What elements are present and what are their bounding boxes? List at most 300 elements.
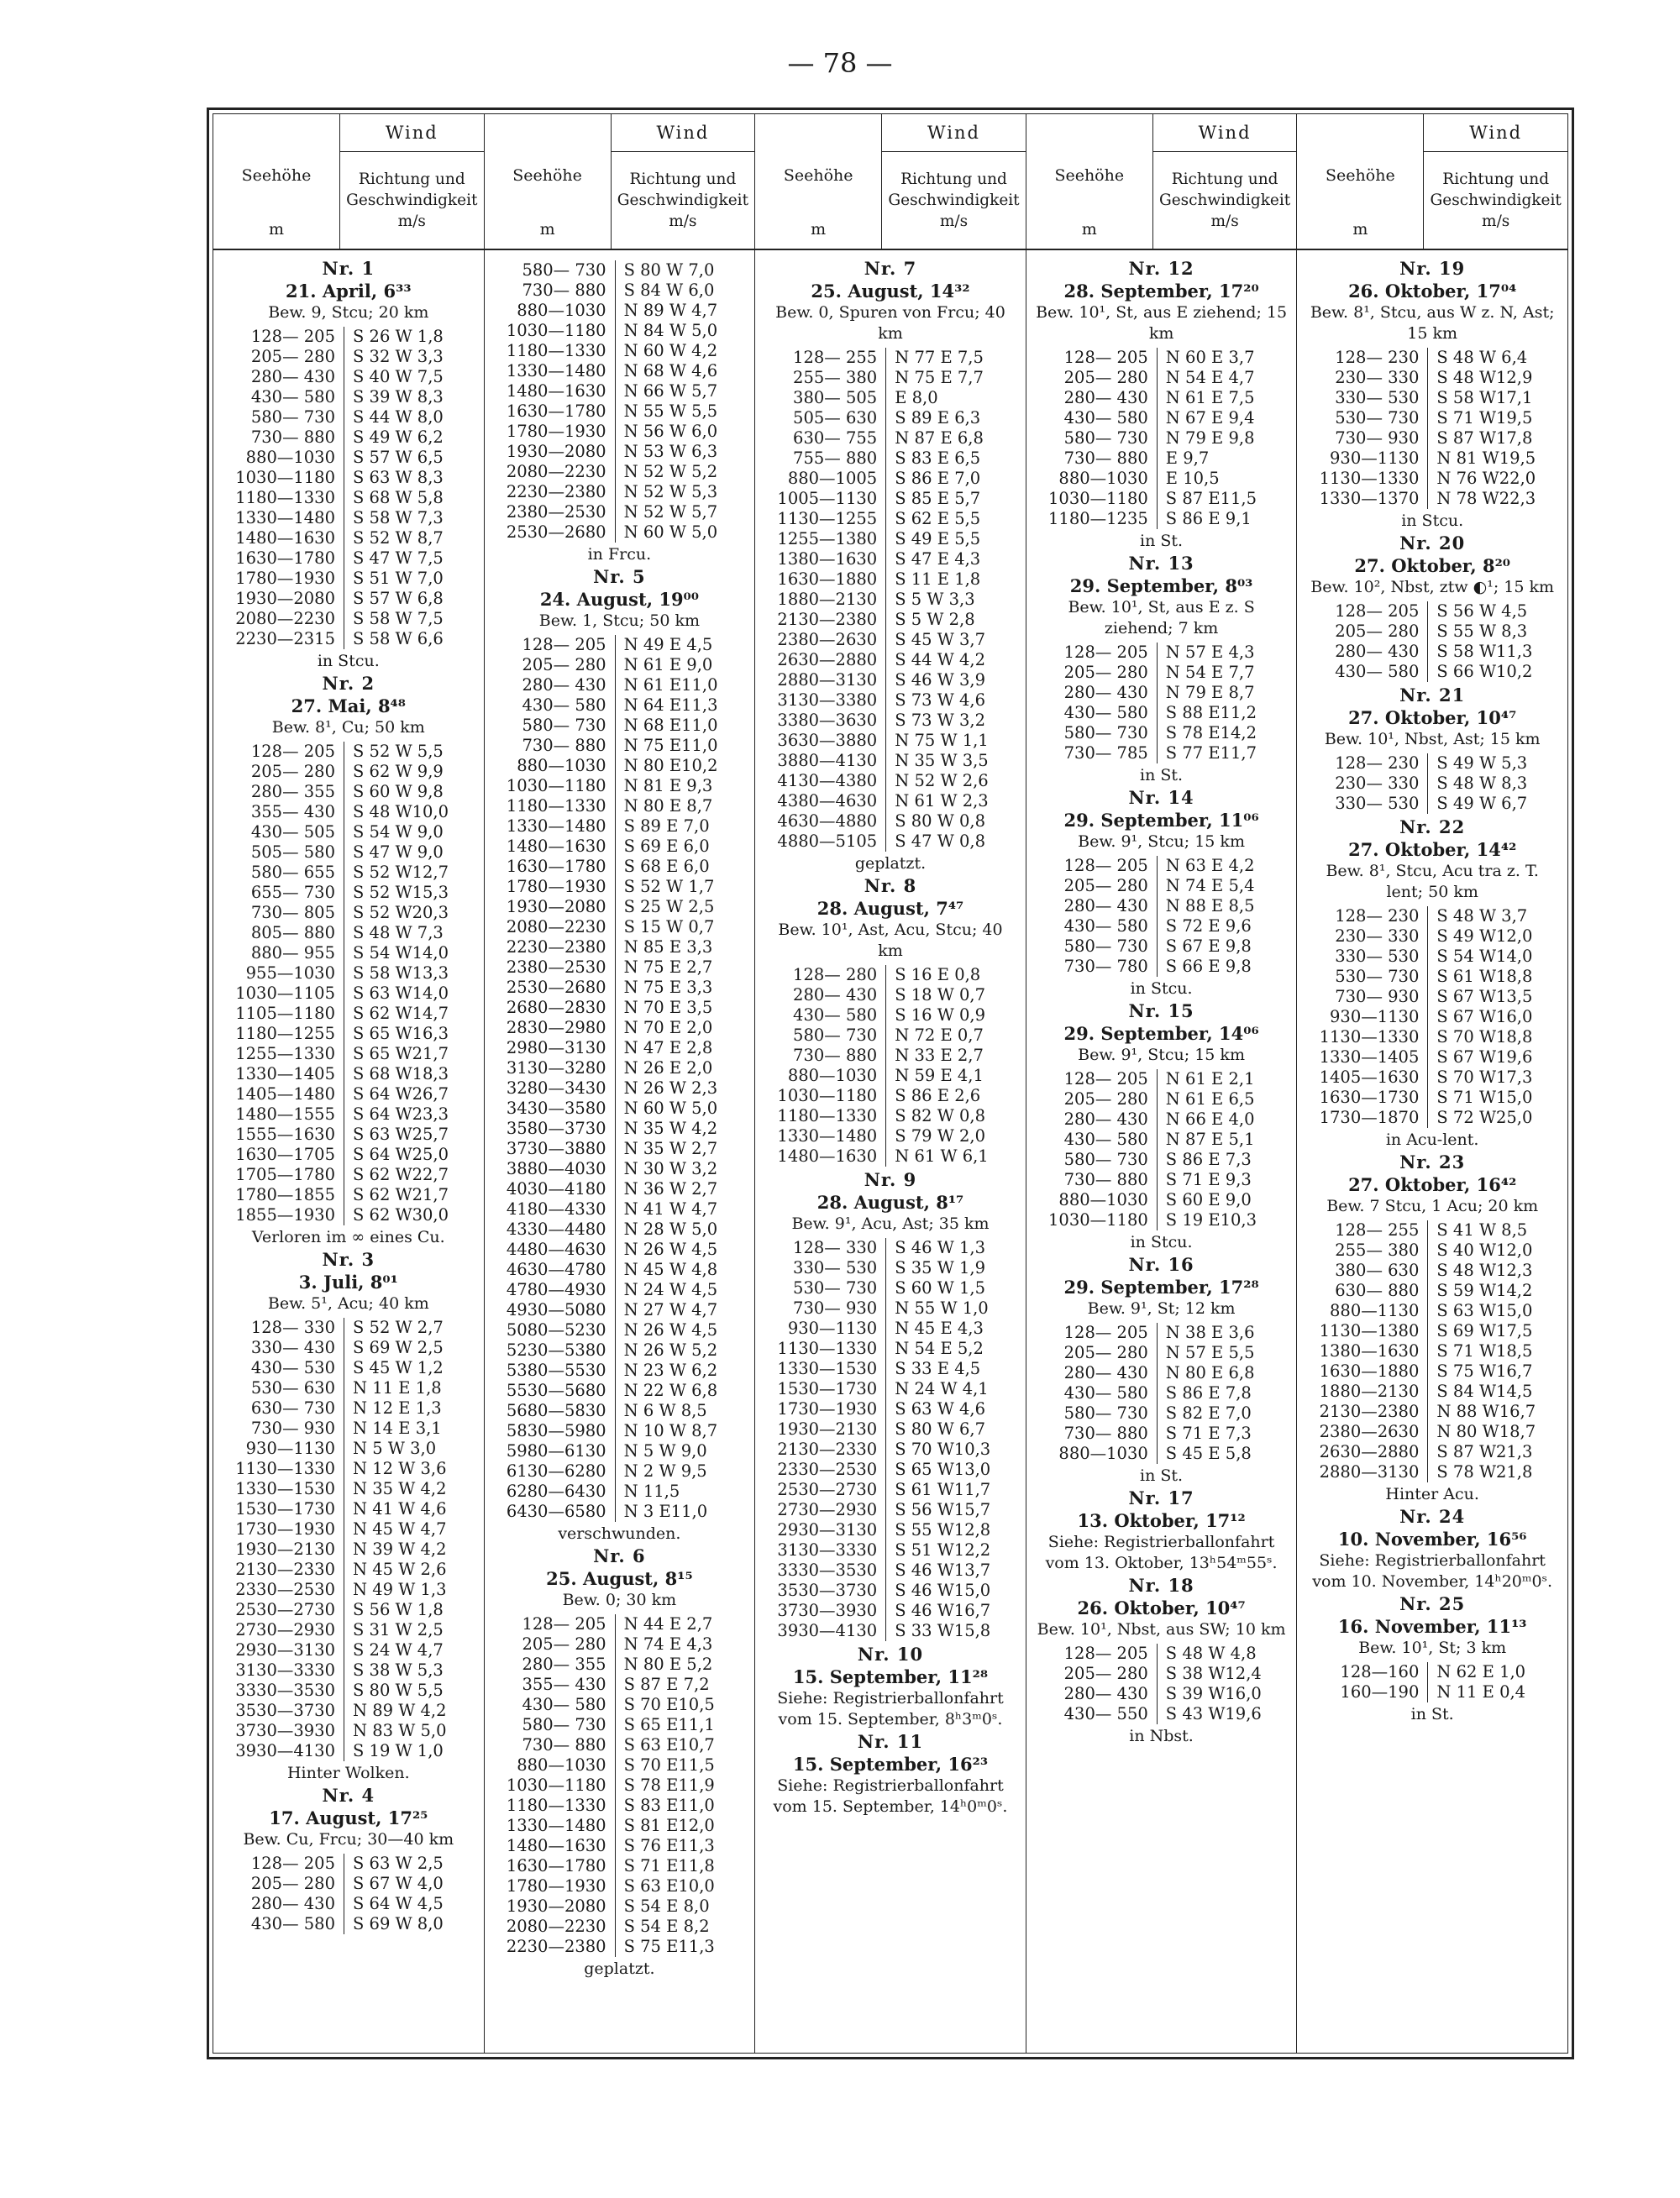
table-row (764, 408, 1017, 428)
ascent-date: 15. September, 16²³ (792, 1754, 989, 1775)
table-row (222, 1640, 475, 1660)
table-row (1305, 408, 1559, 428)
altitude-range: 4630—4780 (493, 1260, 616, 1280)
table-row (1035, 1089, 1289, 1109)
ascent-entry (493, 260, 747, 565)
table-row (493, 321, 747, 341)
table-row (493, 422, 747, 442)
wind-value: S 59 W14,2 (1436, 1281, 1533, 1300)
wind-value: N 41 W 4,6 (353, 1499, 447, 1519)
wind-value: S 52 W 1,7 (623, 877, 715, 896)
table-row (222, 1580, 475, 1600)
wind-value: N 24 W 4,5 (623, 1280, 718, 1299)
table-row (493, 1199, 747, 1220)
ascent-remark: in Stcu. (1401, 511, 1464, 530)
table-row (1035, 957, 1289, 977)
wind-rows (493, 635, 747, 1522)
altitude-range: 930—1130 (764, 1319, 886, 1339)
altitude-range: 1630—1880 (764, 569, 886, 590)
altitude-range: 880—1130 (1305, 1301, 1428, 1321)
wind-value: N 75 E 3,3 (623, 978, 713, 997)
table-row (764, 449, 1017, 469)
altitude-range: 1780—1855 (222, 1185, 344, 1205)
table-row (1305, 987, 1559, 1007)
altitude-range: 430— 580 (1035, 916, 1158, 936)
wind-value: N 89 W 4,2 (353, 1701, 447, 1720)
wind-value: S 63 E10,0 (623, 1876, 715, 1896)
table-row (1035, 1210, 1289, 1230)
altitude-range: 1030—1180 (764, 1086, 886, 1106)
wind-value: N 70 E 3,5 (623, 998, 713, 1017)
table-row (222, 1519, 475, 1540)
altitude-range: 1330—1530 (222, 1479, 344, 1499)
table-row (1305, 469, 1559, 489)
table-row (764, 1046, 1017, 1066)
altitude-range: 3330—3530 (222, 1681, 344, 1701)
richtung-label: Richtung und (1442, 170, 1550, 188)
ascent-conditions: Bew. 10¹, St, aus E z. S ziehend; 7 km (1068, 598, 1255, 637)
wind-value: N 74 E 4,3 (623, 1634, 713, 1654)
table-row (493, 1755, 747, 1776)
wind-value: S 48 W12,3 (1436, 1261, 1533, 1280)
table-row (222, 327, 475, 347)
table-row (1305, 1442, 1559, 1462)
wind-value: S 84 W 6,0 (623, 281, 715, 300)
altitude-range: 280— 430 (1035, 1684, 1158, 1704)
table-row (222, 548, 475, 569)
table-row (222, 1560, 475, 1580)
altitude-range: 730— 880 (222, 428, 344, 448)
altitude-range: 880—1030 (493, 756, 616, 776)
altitude-range: 1105—1180 (222, 1004, 344, 1024)
wind-value: N 75 E11,0 (623, 736, 718, 755)
table-row (493, 1896, 747, 1917)
altitude-range: 1630—1780 (222, 548, 344, 569)
geschwindigkeit-label: Geschwindigkeit (1158, 191, 1291, 209)
table-row (1305, 1341, 1559, 1361)
altitude-range: 205— 280 (222, 762, 344, 782)
wind-value: N 26 W 2,3 (623, 1078, 718, 1098)
ascent-entry (1035, 1487, 1289, 1574)
ascent-number: Nr. 14 (1128, 787, 1194, 808)
wind-value: N 61 E 2,1 (1165, 1069, 1255, 1089)
ascent-entry (1035, 786, 1289, 999)
ascent-number: Nr. 17 (1128, 1487, 1194, 1508)
wind-value: N 67 E 9,4 (1165, 408, 1255, 428)
wind-value: S 15 W 0,7 (623, 917, 715, 936)
ascent-number: Nr. 19 (1399, 258, 1466, 279)
wind-value: S 49 W 6,2 (353, 428, 444, 447)
wind-value: S 16 E 0,8 (895, 965, 981, 984)
wind-value: S 26 W 1,8 (353, 327, 444, 346)
table-row (493, 1937, 747, 1957)
table-row (1035, 916, 1289, 936)
table-row (493, 1917, 747, 1937)
table-row (764, 811, 1017, 831)
wind-value: N 55 W 1,0 (895, 1298, 989, 1318)
ascent-entry (1035, 257, 1289, 552)
table-row (764, 428, 1017, 449)
wind-value: S 67 W13,5 (1436, 987, 1533, 1006)
wind-value: N 83 W 5,0 (353, 1721, 447, 1740)
wind-value: N 60 W 5,0 (623, 1099, 718, 1118)
wind-value: S 67 W16,0 (1436, 1007, 1533, 1026)
wind-value: N 53 W 6,3 (623, 442, 718, 461)
altitude-range: 755— 880 (764, 449, 886, 469)
altitude-range: 4780—4930 (493, 1280, 616, 1300)
table-row (222, 1358, 475, 1378)
wind-value: S 63 E10,7 (623, 1735, 715, 1755)
wind-value: N 74 E 5,4 (1165, 876, 1255, 895)
table-row (493, 482, 747, 502)
table-row (764, 1480, 1017, 1500)
ascent-remark: Verloren im ∞ eines Cu. (251, 1228, 445, 1246)
altitude-range: 3630—3880 (764, 731, 886, 751)
ascent-conditions: Bew. 7 Stcu, 1 Acu; 20 km (1326, 1197, 1539, 1215)
altitude-range: 730— 880 (493, 281, 616, 301)
table-row (222, 883, 475, 903)
wind-value: N 66 E 4,0 (1165, 1109, 1255, 1129)
wind-rows (1035, 348, 1289, 529)
table-row (1305, 1382, 1559, 1402)
ascent-entry (1305, 1151, 1559, 1505)
table-row (493, 281, 747, 301)
wind-value: S 44 W 8,0 (353, 407, 444, 427)
altitude-range: 4630—4880 (764, 811, 886, 831)
wind-value: S 70 W10,3 (895, 1440, 991, 1459)
table-row (222, 367, 475, 387)
table-row (222, 488, 475, 508)
ascent-conditions: Siehe: Registrierballonfahrt vom 10. November, 14ʰ20ᵐ0ˢ. (1312, 1551, 1553, 1591)
altitude-range: 1930—2130 (764, 1419, 886, 1440)
table-row (493, 857, 747, 877)
table-row (1035, 663, 1289, 683)
ascent-remark: in St. (1410, 1705, 1454, 1723)
wind-value: S 70 E11,5 (623, 1755, 715, 1775)
wind-rows (222, 327, 475, 649)
wind-value: S 41 W 8,5 (1436, 1220, 1528, 1240)
wind-value: S 5 W 2,8 (895, 610, 975, 629)
wind-rows (1035, 643, 1289, 763)
wind-value: S 58 W 6,6 (353, 629, 444, 648)
table-row (764, 831, 1017, 852)
altitude-range: 128— 205 (1035, 1069, 1158, 1089)
altitude-range: 330— 530 (1305, 388, 1428, 408)
wind-value: N 75 E 7,7 (895, 368, 984, 387)
altitude-range: 255— 380 (764, 368, 886, 388)
table-row (222, 943, 475, 963)
table-row (222, 1721, 475, 1741)
wind-value: N 76 W22,0 (1436, 469, 1536, 488)
altitude-range: 2630—2880 (764, 650, 886, 670)
ascent-entry (222, 672, 475, 1248)
table-row (493, 1340, 747, 1361)
table-row (764, 1066, 1017, 1086)
wind-value: N 60 W 5,0 (623, 522, 718, 542)
ascent-entry (1305, 532, 1559, 682)
wind-value: S 71 E 9,3 (1165, 1170, 1252, 1189)
wind-value: S 65 E11,1 (623, 1715, 715, 1734)
wind-value: N 14 E 3,1 (353, 1419, 442, 1438)
altitude-range: 1180—1235 (1035, 509, 1158, 529)
wind-value: S 62 W14,7 (353, 1004, 449, 1023)
altitude-range: 580— 730 (1035, 936, 1158, 957)
wind-value: S 62 W22,7 (353, 1165, 449, 1184)
altitude-range: 1780—1930 (493, 1876, 616, 1896)
wind-value: S 72 E 9,6 (1165, 916, 1252, 936)
table-row (222, 428, 475, 448)
wind-value: S 80 W 5,5 (353, 1681, 444, 1700)
ascent-date: 16. November, 11¹³ (1337, 1616, 1527, 1637)
altitude-range: 3730—3930 (222, 1721, 344, 1741)
altitude-range: 5230—5380 (493, 1340, 616, 1361)
altitude-range: 1380—1630 (1305, 1341, 1428, 1361)
table-row (764, 670, 1017, 690)
altitude-range: 205— 280 (1035, 1343, 1158, 1363)
table-row (222, 1854, 475, 1874)
table-row (222, 782, 475, 802)
table-row (764, 509, 1017, 529)
wind-rows (222, 742, 475, 1225)
wind-rows (1035, 1323, 1289, 1464)
wind-rows (1305, 601, 1559, 682)
ascent-remark: in St. (1140, 766, 1184, 784)
wind-value: N 54 E 4,7 (1165, 368, 1255, 387)
table-row (1305, 1662, 1559, 1682)
column-body (1297, 250, 1567, 2053)
wind-value: N 87 E 6,8 (895, 428, 984, 448)
ascent-date: 13. Oktober, 17¹² (1077, 1510, 1246, 1531)
altitude-range: 2080—2230 (493, 917, 616, 937)
altitude-range: 1530—1730 (764, 1379, 886, 1399)
wind-value: S 54 W 9,0 (353, 822, 444, 842)
wind-value: S 52 W 2,7 (353, 1318, 444, 1337)
altitude-range: 730— 880 (764, 1046, 886, 1066)
altitude-range: 1480—1630 (493, 1836, 616, 1856)
ascent-conditions: Bew. 9, Stcu; 20 km (268, 303, 429, 322)
altitude-range: 1630—1780 (493, 857, 616, 877)
ascent-date: 21. April, 6³³ (286, 281, 412, 302)
altitude-range: 1880—2130 (764, 590, 886, 610)
altitude-range: 230— 330 (1305, 774, 1428, 794)
wind-header (1153, 114, 1297, 249)
wind-value: S 19 E10,3 (1165, 1210, 1257, 1230)
seehoehe-unit: m (268, 220, 285, 239)
table-row (222, 1084, 475, 1104)
wind-value: S 60 E 9,0 (1165, 1190, 1252, 1209)
altitude-range: 1130—1330 (764, 1339, 886, 1359)
wind-value: S 43 W19,6 (1165, 1704, 1262, 1723)
table-row (764, 751, 1017, 771)
wind-value: N 52 W 2,6 (895, 771, 989, 790)
wind-value: N 68 E11,0 (623, 716, 718, 735)
altitude-range: 630— 730 (222, 1398, 344, 1419)
wind-value: S 47 E 4,3 (895, 549, 981, 569)
wind-value: S 66 W10,2 (1436, 662, 1533, 681)
altitude-range: 2330—2530 (764, 1460, 886, 1480)
altitude-range: 205— 280 (1035, 663, 1158, 683)
altitude-range: 730— 880 (1035, 1424, 1158, 1444)
ascent-conditions: Bew. 0, Spuren von Frcu; 40 km (775, 303, 1005, 343)
altitude-range: 1030—1180 (222, 468, 344, 488)
altitude-range: 880—1005 (764, 469, 886, 489)
wind-value: S 38 W 5,3 (353, 1660, 444, 1680)
wind-rows (1305, 348, 1559, 509)
altitude-range: 1405—1480 (222, 1084, 344, 1104)
altitude-range: 3430—3580 (493, 1099, 616, 1119)
table-row (222, 923, 475, 943)
table-row (1035, 723, 1289, 743)
geschwindigkeit-label: Geschwindigkeit (888, 191, 1020, 209)
wind-value: S 48 W10,0 (353, 802, 449, 821)
altitude-range: 4380—4630 (764, 791, 886, 811)
altitude-range: 730— 930 (222, 1419, 344, 1439)
wind-unit: m/s (939, 212, 969, 230)
table-row (222, 1681, 475, 1701)
ascent-date: 15. September, 11²⁸ (792, 1666, 989, 1687)
wind-value: N 52 W 5,3 (623, 482, 718, 501)
column-header (213, 114, 484, 250)
table-row (493, 1675, 747, 1695)
altitude-range: 205— 280 (493, 1634, 616, 1655)
altitude-range: 730— 880 (1035, 1170, 1158, 1190)
altitude-range: 1880—2130 (1305, 1382, 1428, 1402)
ascent-remark: in St. (1140, 532, 1184, 550)
altitude-range: 4180—4330 (493, 1199, 616, 1220)
altitude-range: 1380—1630 (764, 549, 886, 569)
altitude-range: 128— 330 (764, 1238, 886, 1258)
ascent-entry (764, 1168, 1017, 1641)
wind-value: S 44 W 4,2 (895, 650, 986, 669)
altitude-range: 3730—3930 (764, 1601, 886, 1621)
altitude-range: 230— 330 (1305, 926, 1428, 947)
wind-value: N 80 E 6,8 (1165, 1363, 1255, 1382)
table-row (222, 1660, 475, 1681)
wind-value: S 32 W 3,3 (353, 347, 444, 366)
wind-value: N 47 E 2,8 (623, 1038, 713, 1057)
altitude-range: 128— 205 (1305, 601, 1428, 622)
ascent-number: Nr. 2 (322, 673, 375, 694)
altitude-range: 530— 730 (1305, 408, 1428, 428)
table-row (764, 1520, 1017, 1540)
wind-value: N 35 W 4,2 (623, 1119, 718, 1138)
table-row (493, 675, 747, 695)
table-row (222, 1741, 475, 1761)
wind-value: N 45 W 2,6 (353, 1560, 447, 1579)
altitude-range: 280— 430 (222, 1894, 344, 1914)
ascent-entry (1305, 684, 1559, 814)
ascent-number: Nr. 3 (322, 1249, 375, 1270)
ascent-date: 27. Oktober, 16⁴² (1348, 1174, 1517, 1195)
ascent-conditions: Bew. 8¹, Stcu, Acu tra z. T. lent; 50 km (1326, 862, 1539, 901)
seehoehe-unit: m (1081, 220, 1097, 239)
ascent-date: 27. Oktober, 14⁴² (1348, 839, 1517, 860)
wind-value: N 12 W 3,6 (353, 1459, 447, 1478)
altitude-range: 430— 530 (222, 1358, 344, 1378)
table-row (493, 1260, 747, 1280)
wind-rows (1035, 856, 1289, 977)
table-row (764, 1440, 1017, 1460)
altitude-range: 5830—5980 (493, 1421, 616, 1441)
altitude-range: 580— 730 (493, 260, 616, 281)
wind-value: S 71 W18,5 (1436, 1341, 1533, 1361)
ascent-date: 27. Oktober, 8²⁰ (1354, 555, 1510, 576)
altitude-range: 1030—1180 (1035, 489, 1158, 509)
table-row (222, 984, 475, 1004)
wind-value: N 26 W 5,2 (623, 1340, 718, 1360)
wind-value: S 57 W 6,8 (353, 589, 444, 608)
wind-value: N 79 E 8,7 (1165, 683, 1255, 702)
wind-value: S 48 W 6,4 (1436, 348, 1528, 367)
table-row (493, 796, 747, 816)
wind-value: N 57 E 5,5 (1165, 1343, 1255, 1362)
wind-value: N 54 E 7,7 (1165, 663, 1255, 682)
altitude-range: 380— 630 (1305, 1261, 1428, 1281)
altitude-range: 430— 580 (764, 1005, 886, 1026)
wind-value: S 48 W12,9 (1436, 368, 1533, 387)
altitude-range: 205— 280 (493, 655, 616, 675)
altitude-range: 330— 530 (764, 1258, 886, 1278)
ascent-entry (1035, 1253, 1289, 1487)
table-row (493, 1099, 747, 1119)
table-row (493, 1280, 747, 1300)
altitude-range: 730— 930 (1305, 987, 1428, 1007)
wind-value: N 11 E 0,4 (1436, 1682, 1526, 1702)
wind-value: S 63 W14,0 (353, 984, 449, 1003)
altitude-range: 1630—1705 (222, 1145, 344, 1165)
altitude-range: 2330—2530 (222, 1580, 344, 1600)
ascent-date: 10. November, 16⁵⁶ (1337, 1529, 1527, 1550)
table-row (493, 1441, 747, 1461)
table-row (493, 1119, 747, 1139)
table-row (1305, 1068, 1559, 1088)
altitude-range: 280— 355 (493, 1655, 616, 1675)
wind-value: N 10 W 8,7 (623, 1421, 718, 1440)
altitude-range: 580— 730 (1035, 1150, 1158, 1170)
wind-value: S 72 W25,0 (1436, 1108, 1533, 1127)
altitude-range: 2230—2380 (493, 937, 616, 957)
altitude-range: 2230—2380 (493, 1937, 616, 1957)
table-row (1305, 388, 1559, 408)
table-row (764, 965, 1017, 985)
altitude-range: 1780—1930 (493, 877, 616, 897)
ascent-conditions: Siehe: Registrierballonfahrt vom 15. September, 8ʰ3ᵐ0ˢ. (777, 1689, 1004, 1728)
wind-value: N 5 W 9,0 (623, 1441, 707, 1461)
altitude-range: 380— 505 (764, 388, 886, 408)
table-row (1035, 1150, 1289, 1170)
wind-label: Wind (612, 114, 755, 152)
ascent-conditions: Bew. 9¹, Stcu; 15 km (1078, 1046, 1245, 1064)
wind-value: N 72 E 0,7 (895, 1026, 984, 1045)
altitude-range: 230— 330 (1305, 368, 1428, 388)
altitude-range: 630— 755 (764, 428, 886, 449)
table-row (222, 1459, 475, 1479)
ascent-date: 25. August, 8¹⁵ (546, 1568, 693, 1589)
seehoehe-label: Seehöhe (783, 166, 853, 185)
table-row (1035, 856, 1289, 876)
altitude-range: 2380—2630 (1305, 1422, 1428, 1442)
table-row (764, 368, 1017, 388)
wind-value: S 64 W 4,5 (353, 1894, 444, 1913)
table-row (493, 937, 747, 957)
wind-value: N 52 W 5,7 (623, 502, 718, 522)
table-row (222, 1205, 475, 1225)
table-row (222, 1398, 475, 1419)
table-row (222, 1600, 475, 1620)
table-row (493, 736, 747, 756)
table-row (764, 1621, 1017, 1641)
wind-value: N 24 W 4,1 (895, 1379, 989, 1398)
